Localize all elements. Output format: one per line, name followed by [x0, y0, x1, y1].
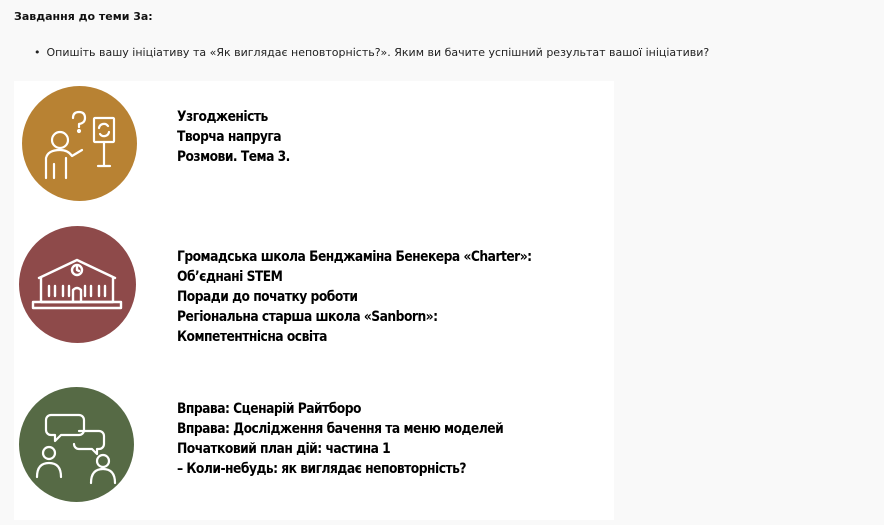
conversation-icon	[19, 387, 134, 502]
topic-block-exercises	[177, 399, 503, 479]
school-building-icon	[19, 226, 136, 343]
instruction-item	[34, 46, 709, 59]
topic-block-schools	[177, 247, 532, 347]
topic-block-alignment	[177, 107, 290, 167]
topic-line: Об’єднані STEM	[177, 269, 283, 285]
topic-line: Регіональна старша школа «Sanborn»:	[177, 309, 438, 325]
topic-line: Розмови. Тема 3.	[177, 149, 290, 165]
bullet-marker: •	[34, 46, 41, 59]
topic-line: Вправа: Сценарій Райтборо	[177, 401, 361, 417]
topic-line: Творча напруга	[177, 129, 282, 145]
topic-line: – Коли-небудь: як виглядає неповторність?	[177, 461, 466, 477]
topic-line: Початковий план дій: частина 1	[177, 441, 391, 457]
topic-line: Вправа: Дослідження бачення та меню моделей	[177, 421, 504, 437]
topic-line: Громадська школа Бенджаміна Бенекера «Charter»:	[177, 249, 532, 265]
topics-panel	[14, 81, 614, 520]
instruction-text: Опишіть вашу ініціативу та «Як виглядає неповторність?». Яким ви бачите успішний результат вашої ініціативи?	[46, 46, 710, 59]
topic-line: Узгодженість	[177, 109, 268, 125]
page-heading: Завдання до теми 3а:	[14, 10, 153, 23]
topic-line: Компетентнісна освіта	[177, 329, 327, 345]
presenter-icon	[22, 86, 137, 201]
topic-line: Поради до початку роботи	[177, 289, 358, 305]
